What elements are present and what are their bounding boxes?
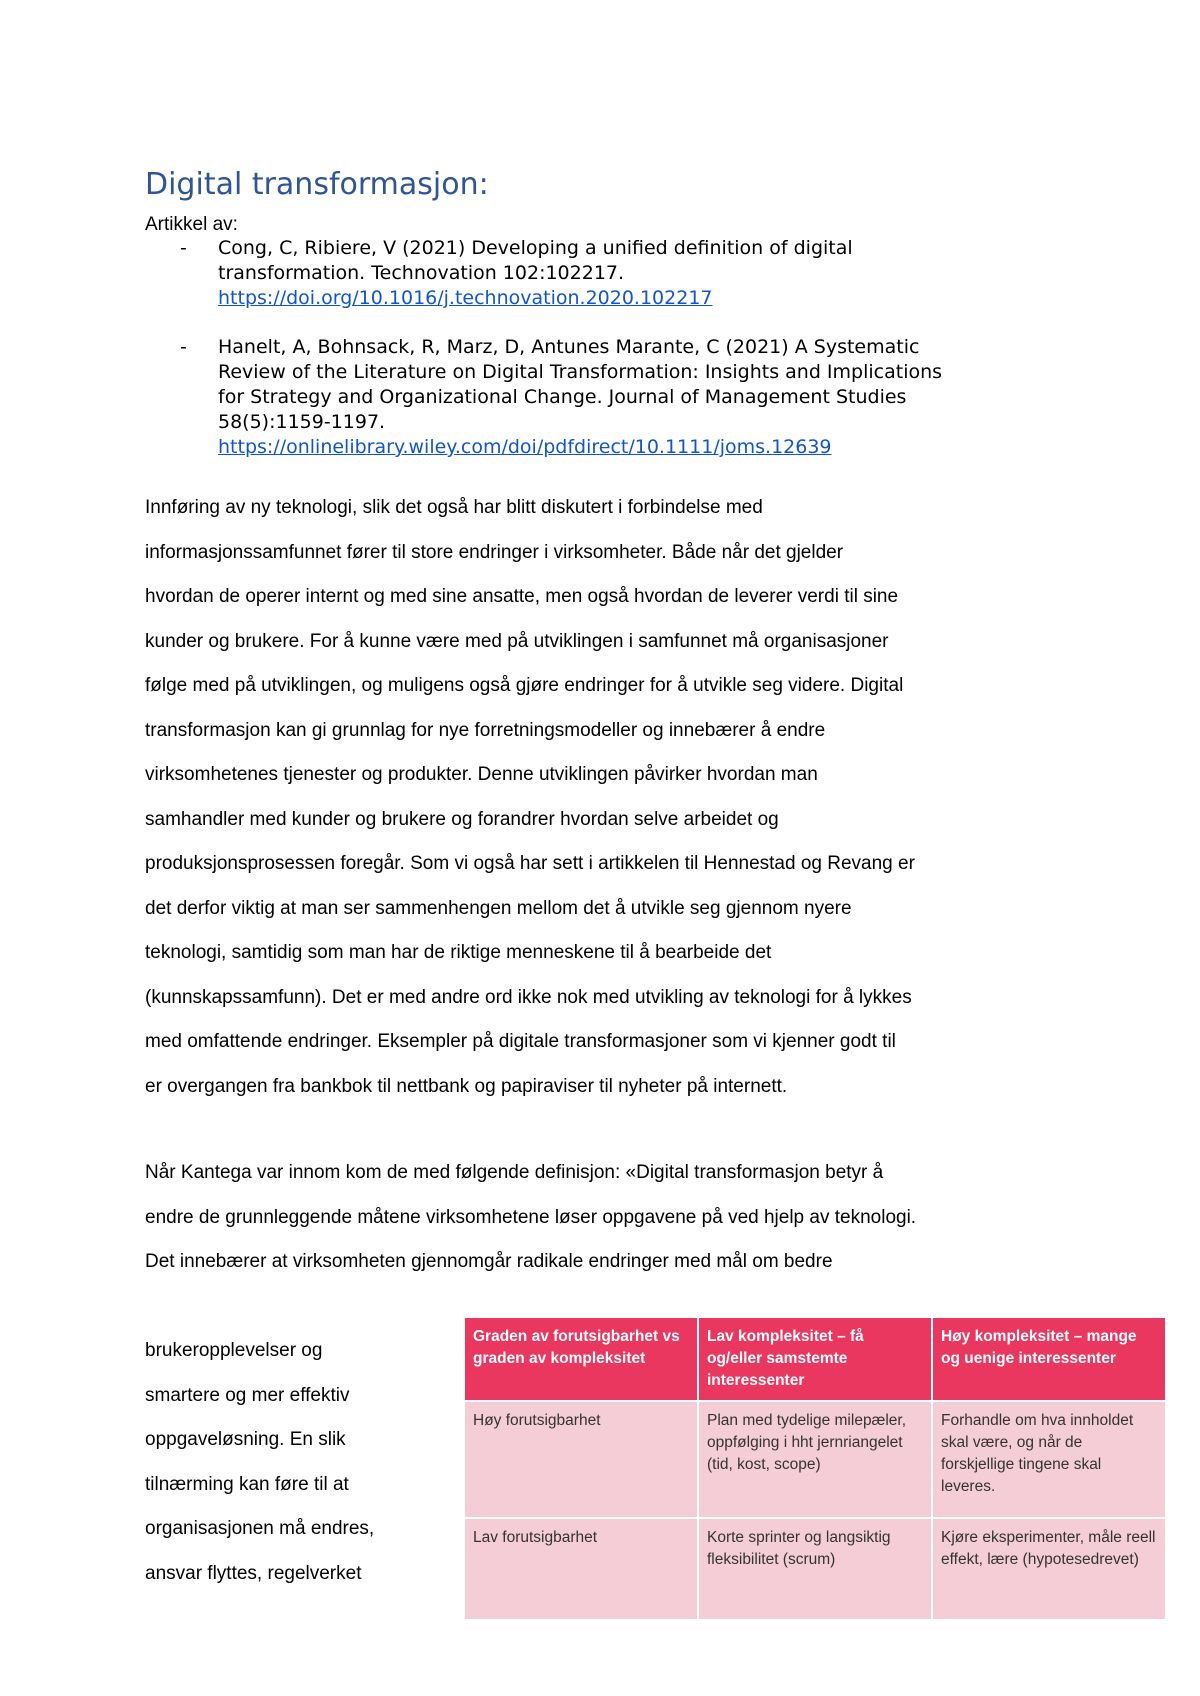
table-row [465, 1402, 1167, 1519]
reference-line: transformation. Technovation 102:102217. [218, 262, 625, 284]
table-header-cell: Høy kompleksitet – mange og uenige interessenter [933, 1318, 1167, 1402]
paragraph-line: (kunnskapssamfunn). Det er med andre ord ikke nok med utvikling av teknologi for å lykkes [145, 986, 912, 1008]
paragraph-line: transformasjon kan gi grunnlag for nye forretningsmodeller og innebærer å endre [145, 719, 826, 741]
paragraph-line: informasjonssamfunnet fører til store endringer i virksomheter. Både når det gjelder [145, 541, 844, 563]
reference-item [145, 335, 1045, 460]
matrix-table [465, 1318, 1167, 1621]
reference-line: 58(5):1159-1197. [218, 411, 386, 433]
paragraph-line: Innføring av ny teknologi, slik det også har blitt diskutert i forbindelse med [145, 497, 763, 518]
paragraph-line: oppgaveløsning. En slik [145, 1429, 346, 1450]
complexity-matrix-table [465, 1318, 1167, 1621]
paragraph-line: det derfor viktig at man ser sammenhengen mellom det å utvikle seg gjennom nyere [145, 897, 852, 919]
reference-line: for Strategy and Organizational Change. Journal of Management Studies [218, 386, 907, 408]
paragraph-line: med omfattende endringer. Eksempler på digitale transformasjoner som vi kjenner godt til [145, 1031, 896, 1052]
table-header-row [465, 1318, 1167, 1402]
page-title: Digital transformasjon: [145, 167, 489, 202]
paragraph-line: hvordan de operer internt og med sine ansatte, men også hvordan de leverer verdi til sine [145, 586, 899, 607]
reference-doi-link[interactable]: https://doi.org/10.1016/j.technovation.2020.102217 [218, 287, 713, 309]
table-cell: Kjøre eksperimenter, måle reell effekt, lære (hypotesedrevet) [933, 1519, 1167, 1621]
paragraph-line: er overgangen fra bankbok til nettbank og papiraviser til nyheter på internett. [145, 1075, 788, 1097]
body-paragraph-1 [145, 486, 915, 1109]
article-byline: Artikkel av: [145, 214, 238, 235]
reference-pdf-link[interactable]: https://onlinelibrary.wiley.com/doi/pdfdirect/10.1111/joms.12639 [218, 436, 832, 458]
table-cell: Forhandle om hva innholdet skal være, og når de forskjellige tingene skal leveres. [933, 1402, 1167, 1519]
paragraph-line: Det innebærer at virksomheten gjennomgår radikale endringer med mål om bedre [145, 1251, 833, 1272]
list-bullet: - [180, 237, 187, 259]
reference-line: Review of the Literature on Digital Transformation: Insights and Implications [218, 361, 943, 383]
paragraph-line: kunder og brukere. For å kunne være med på utviklingen i samfunnet må organisasjoner [145, 630, 889, 652]
paragraph-line: ansvar flyttes, regelverket [145, 1562, 362, 1584]
reference-item [145, 236, 1045, 311]
reference-list [145, 236, 1045, 460]
paragraph-line: følge med på utviklingen, og muligens også gjøre endringer for å utvikle seg videre. Digital [145, 675, 904, 696]
reference-line: Hanelt, A, Bohnsack, R, Marz, D, Antunes Marante, C (2021) A Systematic [218, 336, 920, 358]
paragraph-line: virksomhetenes tjenester og produkter. Denne utviklingen påvirker hvordan man [145, 764, 818, 785]
paragraph-line: endre de grunnleggende måtene virksomhetene løser oppgavene på ved hjelp av teknologi. [145, 1206, 917, 1228]
table-cell: Høy forutsigbarhet [465, 1402, 699, 1519]
table-header-cell: Graden av forutsigbarhet vs graden av kompleksitet [465, 1318, 699, 1402]
table-cell: Plan med tydelige milepæler, oppfølging i hht jernriangelet (tid, kost, scope) [699, 1402, 933, 1519]
paragraph-line: samhandler med kunder og brukere og forandrer hvordan selve arbeidet og [145, 808, 779, 830]
reference-line: Cong, C, Ribiere, V (2021) Developing a unified definition of digital [218, 237, 853, 259]
table-row [465, 1519, 1167, 1621]
table-cell: Lav forutsigbarhet [465, 1519, 699, 1621]
paragraph-line: organisasjonen må endres, [145, 1518, 375, 1539]
paragraph-line: teknologi, samtidig som man har de riktige menneskene til å bearbeide det [145, 942, 772, 963]
paragraph-line: smartere og mer effektiv [145, 1384, 350, 1406]
paragraph-line: produksjonsprosessen foregår. Som vi også har sett i artikkelen til Hennestad og Revang er [145, 853, 915, 874]
table-header-cell: Lav kompleksitet – få og/eller samstemte interessenter [699, 1318, 933, 1402]
list-bullet: - [180, 336, 187, 358]
paragraph-line: brukeropplevelser og [145, 1340, 323, 1361]
paragraph-line: tilnærming kan føre til at [145, 1473, 349, 1495]
paragraph-line: Når Kantega var innom kom de med følgende definisjon: «Digital transformasjon betyr å [145, 1162, 884, 1183]
table-cell: Korte sprinter og langsiktig fleksibilitet (scrum) [699, 1519, 933, 1621]
